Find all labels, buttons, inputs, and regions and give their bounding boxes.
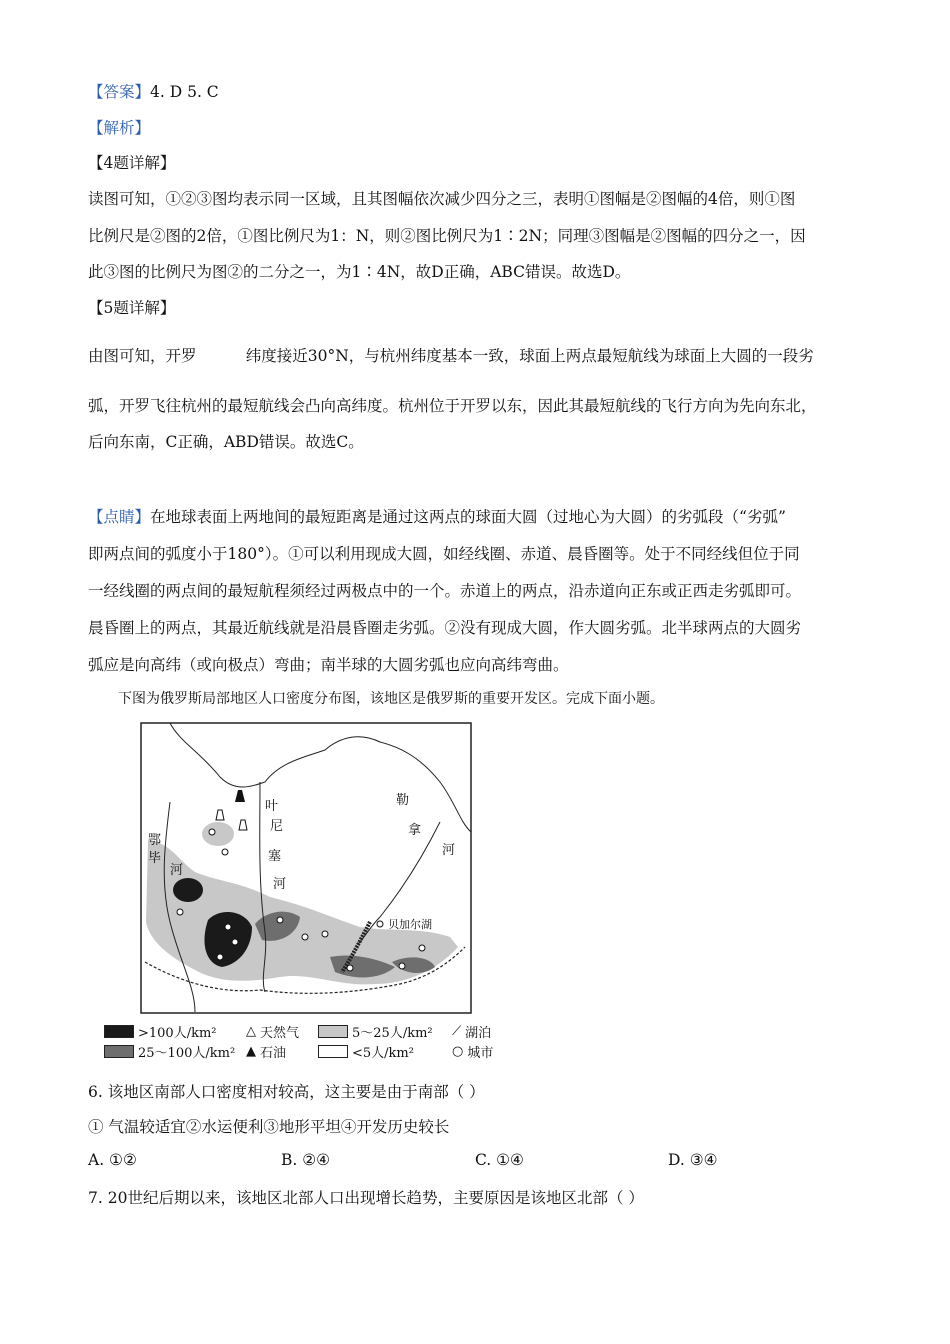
tip-text-1: 在地球表面上两地间的最短距离是通过这两点的球面大圆（过地心为大圆）的劣弧段（“劣弧” [150,508,786,526]
legend-swatch-lightgray [318,1025,348,1038]
city-dot [217,954,223,960]
density-5-25-north [202,822,234,846]
city-dot [277,917,283,923]
q5-heading: 【5题详解】 [88,299,176,317]
legend-gas: △ 天然气 [246,1024,300,1041]
gas-symbol-b [239,820,247,830]
map-intro: 下图为俄罗斯局部地区人口密度分布图，该地区是俄罗斯的重要开发区。完成下面小题。 [118,691,664,707]
oil-icon: ▲ [246,1044,256,1059]
answer-tag: 【答案】 [88,83,151,101]
city-dot [399,963,405,969]
city-dot [177,909,183,915]
q6-option-a[interactable]: A. ①② [88,1151,137,1169]
tip-line-1 [88,507,786,527]
q6-option-b[interactable]: B. ②④ [281,1151,331,1169]
tip-line-4: 晨昏圈上的两点，其最近航线就是沿晨昏圈走劣弧。②没有现成大圆，作大圆劣弧。北半球两点的大圆劣 [88,619,802,637]
legend-city: ○ 城市 [452,1044,494,1061]
gas-symbol-a [216,810,224,820]
city-dot [377,921,383,927]
city-dot [222,849,228,855]
lake-icon: ⟋ [452,1024,462,1039]
tip-line-5: 弧应是向高纬（或向极点）弯曲；南半球的大圆劣弧也应向高纬弯曲。 [88,656,569,674]
tip-tag: 【点睛】 [88,508,151,526]
legend-oil: ▲ 石油 [246,1044,287,1061]
q6-option-c[interactable]: C. ①④ [475,1151,524,1169]
city-dot [419,945,425,951]
legend-swatch-black [104,1025,134,1038]
ob-label-2: 毕 [148,851,162,866]
q6-stem: 6. 该地区南部人口密度相对较高，这主要是由于南部（ ） [88,1083,485,1101]
city-dot [347,965,353,971]
legend-swatch-white [318,1045,348,1058]
legend-lt5: <5人/km² [318,1042,414,1061]
legend-25-100: 25～100人/km² [104,1042,235,1061]
city-dot [302,934,308,940]
q4-line-1: 读图可知，①②③图均表示同一区域，且其图幅依次减少四分之三，表明①图幅是②图幅的4倍，则①图 [88,190,796,208]
answer-text: 4. D 5. C [150,83,219,101]
baikal-label: 贝加尔湖 [388,918,432,931]
q5-line-2: 弧，开罗飞往杭州的最短航线会凸向高纬度。杭州位于开罗以东，因此其最短航线的飞行方向为先向东北， [88,397,817,415]
gas-icon: △ [246,1024,256,1039]
q6-option-d[interactable]: D. ③④ [668,1151,718,1169]
yenisei-label-2: 尼 [270,819,284,834]
legend-swatch-darkgray [104,1045,134,1058]
legend-gt100: >100人/km² [104,1022,217,1041]
city-dot [225,924,231,930]
q6-conditions: ① 气温较适宜②水运便利③地形平坦④开发历史较长 [88,1118,450,1136]
lena-label-2: 拿 [408,823,422,838]
city-dot [322,931,328,937]
ob-label-3: 河 [170,863,184,878]
q4-heading: 【4题详解】 [88,154,176,172]
density-gt100-a [173,878,203,902]
q7-stem: 7. 20世纪后期以来，该地区北部人口出现增长趋势，主要原因是该地区北部（ ） [88,1189,644,1207]
tip-line-2: 即两点间的弧度小于180°）。①可以利用现成大圆，如经线圈、赤道、晨昏圈等。处于不同经线但位于同 [88,545,800,563]
city-dot [209,829,215,835]
legend-5-25: 5～25人/km² [318,1022,433,1041]
q4-line-3: 此③图的比例尺为图②的二分之一，为1∶4N，故D正确，ABC错误。故选D。 [88,263,631,281]
q5-line-3: 后向东南，C正确，ABD错误。故选C。 [88,433,364,451]
population-density-map [140,722,472,1014]
tip-line-3: 一经线圈的两点间的最短航程须经过两极点中的一个。赤道上的两点，沿赤道向正东或正西走劣弧即可。 [88,582,802,600]
lena-label-3: 河 [442,843,456,858]
city-dot [232,939,238,945]
yenisei-label-4: 河 [273,877,287,892]
answer-line [88,82,219,102]
ob-label-1: 鄂 [148,833,162,848]
city-icon: ○ [452,1044,464,1059]
legend-lake: ⟋ 湖泊 [452,1024,492,1041]
q5-line-1: 由图可知，开罗 纬度接近30°N，与杭州纬度基本一致，球面上两点最短航线为球面上大圆的一段劣 [88,347,814,365]
analysis-tag: 【解析】 [88,119,151,137]
lena-label-1: 勒 [396,793,410,808]
yenisei-label-1: 叶 [265,799,279,814]
q4-line-2: 比例尺是②图的2倍，①图比例尺为1：N，则②图比例尺为1∶2N；同理③图幅是②图幅的四分之一，因 [88,227,806,245]
yenisei-label-3: 塞 [268,849,282,864]
